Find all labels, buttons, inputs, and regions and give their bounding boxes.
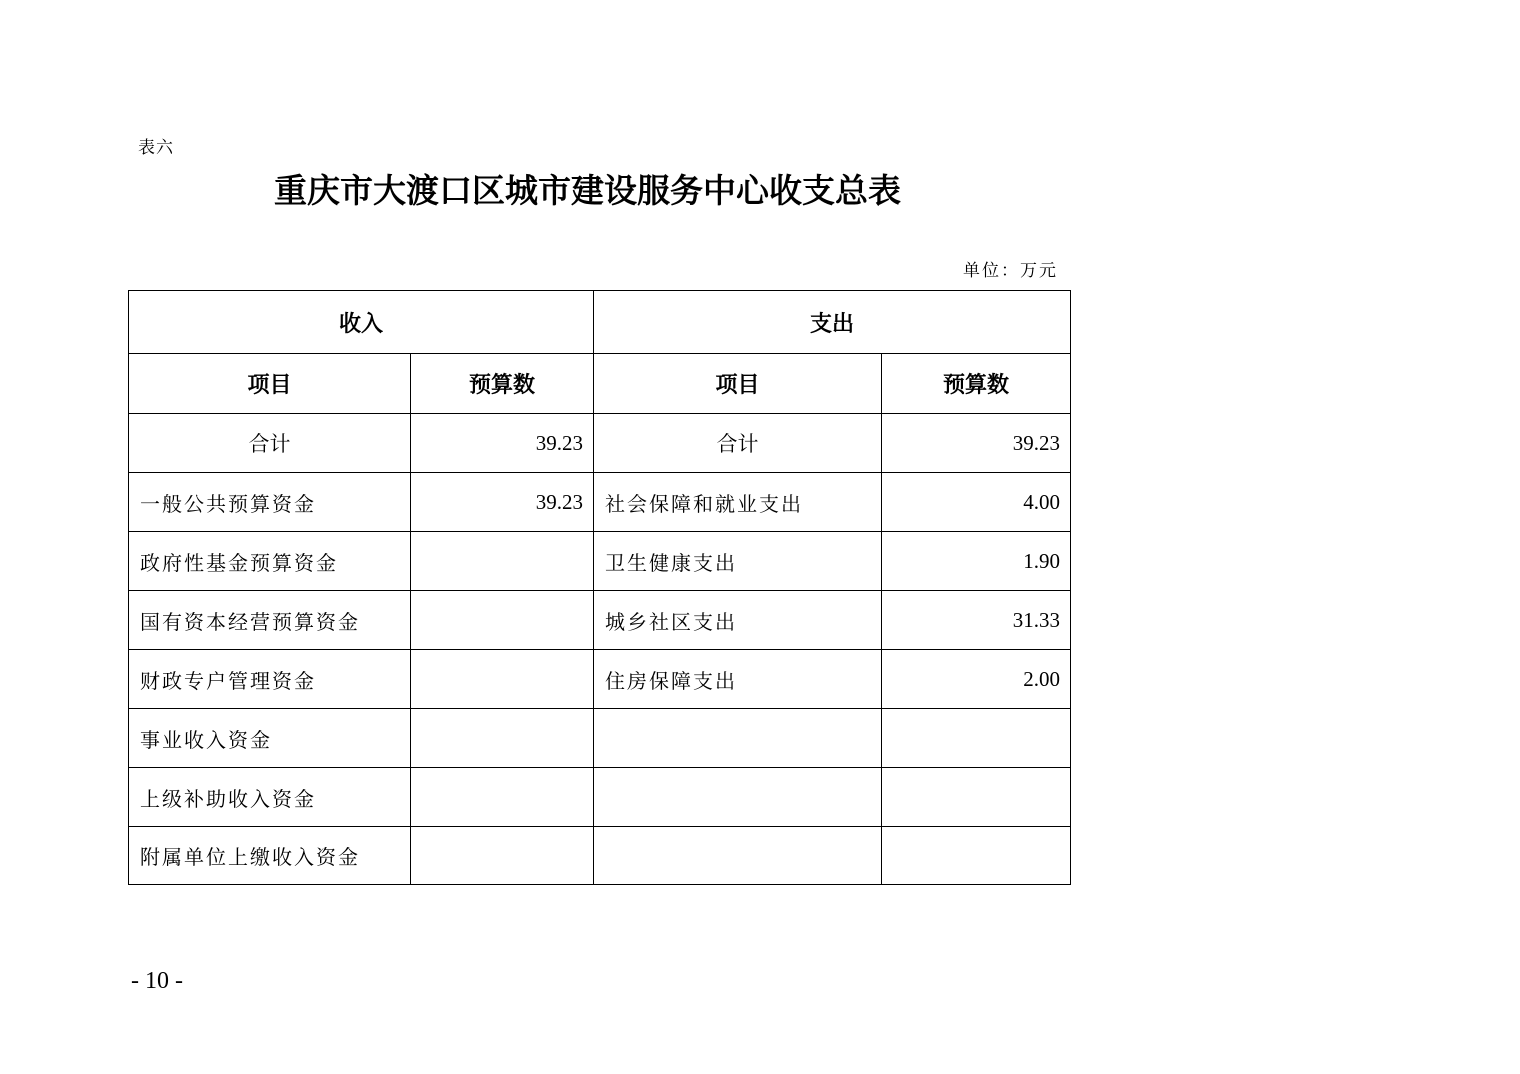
income-value <box>411 591 594 650</box>
income-budget-header: 预算数 <box>411 354 594 414</box>
income-value <box>411 768 594 827</box>
expense-item: 社会保障和就业支出 <box>594 473 882 532</box>
income-item: 财政专户管理资金 <box>129 650 411 709</box>
income-item: 国有资本经营预算资金 <box>129 591 411 650</box>
expense-total-label: 合计 <box>594 414 882 473</box>
expense-item <box>594 768 882 827</box>
column-header-row <box>129 354 1071 414</box>
table-row <box>129 768 1071 827</box>
expense-value: 4.00 <box>882 473 1071 532</box>
table-row <box>129 532 1071 591</box>
expense-item: 城乡社区支出 <box>594 591 882 650</box>
expense-section-header: 支出 <box>594 291 1071 354</box>
expense-item-header: 项目 <box>594 354 882 414</box>
income-item: 政府性基金预算资金 <box>129 532 411 591</box>
expense-budget-header: 预算数 <box>882 354 1071 414</box>
expense-value <box>882 827 1071 885</box>
income-value <box>411 532 594 591</box>
table-row <box>129 591 1071 650</box>
expense-value: 31.33 <box>882 591 1071 650</box>
table-label: 表六 <box>138 138 174 158</box>
table-row <box>129 473 1071 532</box>
section-header-row <box>129 291 1071 354</box>
income-value <box>411 650 594 709</box>
page-number: - 10 - <box>131 968 183 994</box>
expense-total-value: 39.23 <box>882 414 1071 473</box>
income-value: 39.23 <box>411 473 594 532</box>
income-total-label: 合计 <box>129 414 411 473</box>
income-section-header: 收入 <box>129 291 594 354</box>
income-item: 一般公共预算资金 <box>129 473 411 532</box>
expense-value <box>882 709 1071 768</box>
expense-item <box>594 709 882 768</box>
income-total-value: 39.23 <box>411 414 594 473</box>
expense-value: 2.00 <box>882 650 1071 709</box>
expense-item: 卫生健康支出 <box>594 532 882 591</box>
expense-item <box>594 827 882 885</box>
income-item-header: 项目 <box>129 354 411 414</box>
income-value <box>411 709 594 768</box>
income-item: 事业收入资金 <box>129 709 411 768</box>
income-value <box>411 827 594 885</box>
expense-value: 1.90 <box>882 532 1071 591</box>
unit-label: 单位：万元 <box>963 261 1058 281</box>
document-title: 重庆市大渡口区城市建设服务中心收支总表 <box>274 171 901 210</box>
total-row <box>129 414 1071 473</box>
income-expense-table <box>128 290 1071 885</box>
table-row <box>129 650 1071 709</box>
income-item: 上级补助收入资金 <box>129 768 411 827</box>
income-item: 附属单位上缴收入资金 <box>129 827 411 885</box>
table-row <box>129 827 1071 885</box>
expense-value <box>882 768 1071 827</box>
table-row <box>129 709 1071 768</box>
expense-item: 住房保障支出 <box>594 650 882 709</box>
